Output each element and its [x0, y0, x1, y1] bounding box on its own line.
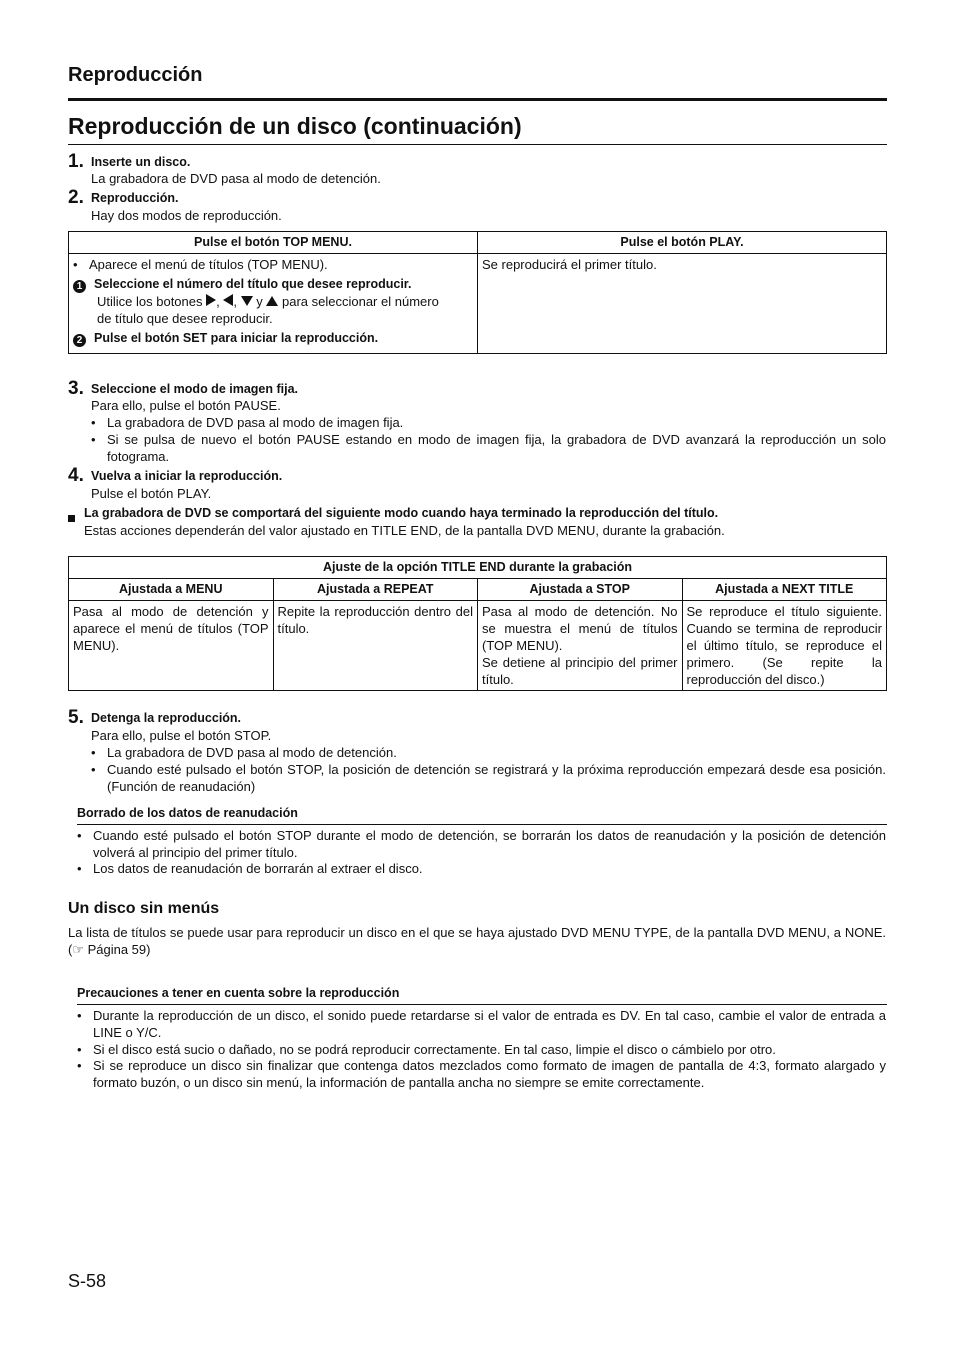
- bullet-dot: •: [91, 432, 96, 447]
- bullet-text: Cuando esté pulsado el botón STOP, la posición de detención se registrará y la próxima reproducción empezará desde esa posición. (Función de reanudación): [107, 762, 886, 794]
- table1-substep-1: [73, 276, 473, 293]
- page-number: S-58: [68, 1271, 107, 1291]
- table1-bullet-text: Aparece el menú de títulos (TOP MENU).: [89, 257, 328, 272]
- step-2-heading: Reproducción.: [91, 191, 179, 205]
- note-square-icon: [68, 509, 75, 526]
- resume-heading: Borrado de los datos de reanudación: [77, 806, 298, 820]
- left-arrow-icon: [223, 294, 233, 306]
- step-4-heading: Vuelva a iniciar la reproducción.: [91, 469, 283, 483]
- step-2-number: 2.: [68, 187, 84, 208]
- table2-header-stop: Ajustada a STOP: [478, 579, 683, 601]
- step-3-text: Para ello, pulse el botón PAUSE.: [91, 398, 281, 413]
- bullet-text: La grabadora de DVD pasa al modo de imagen fija.: [107, 415, 404, 430]
- table1-cell-top-menu: [69, 254, 478, 354]
- circle-number-1: 1: [73, 280, 86, 293]
- bullet-dot: •: [91, 762, 96, 777]
- bullet-text: Durante la reproducción de un disco, el sonido puede retardarse si el valor de entrada es DV. En tal caso, cambie el valor de entrada a LINE o Y/C.: [93, 1008, 886, 1040]
- table2-header-next-title: Ajustada a NEXT TITLE: [682, 579, 887, 601]
- separator: ,: [216, 294, 220, 309]
- instruction-text: para seleccionar el número: [282, 294, 439, 309]
- bullet-dot: •: [91, 745, 96, 760]
- table1-substep-1-heading: Seleccione el número del título que desee reproducir.: [94, 277, 412, 291]
- bullet-dot: •: [91, 415, 96, 430]
- note-text: Estas acciones dependerán del valor ajustado en TITLE END, de la pantalla DVD MENU, durante la grabación.: [84, 523, 725, 538]
- bullet-dot: •: [77, 1058, 82, 1073]
- right-arrow-icon: [206, 294, 216, 306]
- bullet-text: Cuando esté pulsado el botón STOP durante el modo de detención, se borrarán los datos de reanudación y la posición de detención volverá al principio del primer título.: [93, 828, 886, 860]
- up-arrow-icon: [266, 296, 278, 306]
- table2-cell-stop-text: Pasa al modo de detención. No se muestra el menú de títulos (TOP MENU).: [482, 604, 678, 653]
- table2-cell-stop-extra: Se detiene al principio del primer título.: [482, 655, 678, 687]
- title-divider: [68, 144, 887, 145]
- step-5-text: Para ello, pulse el botón STOP.: [91, 728, 272, 743]
- bullet-dot: •: [77, 1042, 82, 1057]
- table1-header-play: Pulse el botón PLAY.: [478, 232, 887, 254]
- bullet-dot: •: [73, 257, 78, 272]
- bullet-text: Si el disco está sucio o dañado, no se podrá reproducir correctamente. En tal caso, limpie el disco o cámbielo por otro.: [93, 1042, 776, 1057]
- instruction-text: Utilice los botones: [97, 294, 203, 309]
- step-4-text: Pulse el botón PLAY.: [91, 486, 212, 501]
- bullet-dot: •: [77, 861, 82, 876]
- table2-cell-next-title: Se reproduce el título siguiente. Cuando se termina de reproducir el último título, se reproduce el primero. (Se repite la reproducción del disco.): [682, 601, 887, 691]
- step-1-number: 1.: [68, 151, 84, 172]
- down-arrow-icon: [241, 296, 253, 306]
- step-4-number: 4.: [68, 465, 84, 486]
- step-2-text: Hay dos modos de reproducción.: [91, 208, 282, 223]
- play-method-table: [68, 231, 887, 354]
- bullet-text: Los datos de reanudación de borrarán al extraer el disco.: [93, 861, 423, 876]
- table2-cell-repeat: Repite la reproducción dentro del título.: [273, 601, 478, 691]
- table2-header-menu: Ajustada a MENU: [69, 579, 274, 601]
- step-3-heading: Seleccione el modo de imagen fija.: [91, 382, 299, 396]
- table1-cell-play: Se reproducirá el primer título.: [478, 254, 887, 354]
- table2-cell-menu: Pasa al modo de detención y aparece el menú de títulos (TOP MENU).: [69, 601, 274, 691]
- no-menu-text: La lista de títulos se puede usar para reproducir un disco en el que se haya ajustado DVD MENU TYPE, de la pantalla DVD MENU, a NONE. (☞ Página 59): [68, 925, 886, 957]
- table2-caption: Ajuste de la opción TITLE END durante la grabación: [69, 557, 887, 579]
- resume-divider: [77, 824, 887, 825]
- title-end-table: [68, 556, 887, 691]
- precautions-divider: [77, 1004, 887, 1005]
- table1-substep-1-instructions: [73, 293, 473, 327]
- section-title: Reproducción: [68, 64, 203, 86]
- bullet-dot: •: [77, 1008, 82, 1023]
- separator: y: [256, 294, 263, 309]
- separator: ,: [233, 294, 237, 309]
- table1-header-top-menu: Pulse el botón TOP MENU.: [69, 232, 478, 254]
- section-divider: [68, 98, 887, 101]
- bullet-text: Si se pulsa de nuevo el botón PAUSE estando en modo de imagen fija, la grabadora de DVD avanzará la reproducción un solo fotograma.: [107, 432, 886, 464]
- table2-header-repeat: Ajustada a REPEAT: [273, 579, 478, 601]
- table1-substep-2-heading: Pulse el botón SET para iniciar la reproducción.: [94, 331, 379, 345]
- table1-bullet: [73, 256, 473, 273]
- bullet-text: La grabadora de DVD pasa al modo de detención.: [107, 745, 397, 760]
- bullet-text: Si se reproduce un disco sin finalizar que contenga datos mezclados como formato de imagen de pantalla de 4:3, formato alargado y formato buzón, o un disco sin menú, la información de pantalla ancha no siempre se emite correctamente.: [93, 1058, 886, 1090]
- note-heading: La grabadora de DVD se comportará del siguiente modo cuando haya terminado la reproducción del título.: [84, 506, 719, 520]
- no-menu-heading: Un disco sin menús: [68, 900, 220, 917]
- step-5-heading: Detenga la reproducción.: [91, 711, 242, 725]
- step-1-text: La grabadora de DVD pasa al modo de detención.: [91, 171, 381, 186]
- table2-cell-stop: [478, 601, 683, 691]
- circle-number-2: 2: [73, 334, 86, 347]
- step-1-heading: Inserte un disco.: [91, 155, 191, 169]
- table1-substep-2: [73, 330, 473, 347]
- instruction-text: de título que desee reproducir.: [97, 311, 273, 326]
- step-3-number: 3.: [68, 378, 84, 399]
- precautions-heading: Precauciones a tener en cuenta sobre la reproducción: [77, 986, 400, 1000]
- bullet-dot: •: [77, 828, 82, 843]
- step-5-number: 5.: [68, 707, 84, 728]
- page-title: Reproducción de un disco (continuación): [68, 113, 522, 139]
